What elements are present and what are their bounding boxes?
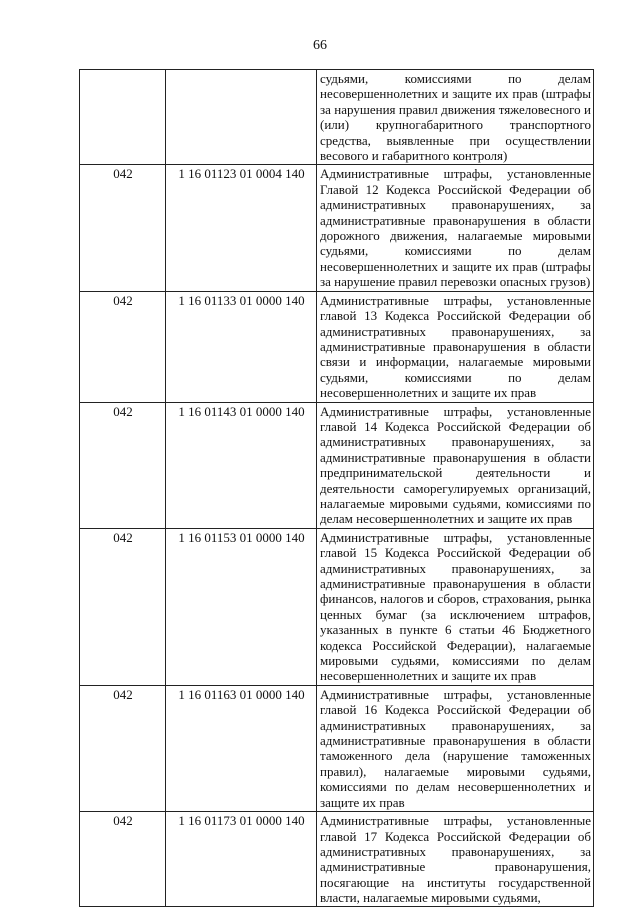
table-row [80, 685, 594, 811]
description-cell: Административные штрафы, установленные главой 16 Кодекса Российской Федерации об административных правонарушениях, за административные правонарушения в области таможенного дела (нарушение таможенных правил), налагаемые мировыми судьями, комиссиями по делам несовершеннолетних и защите их прав [317, 685, 594, 811]
budget-code-cell: 1 16 01143 01 0000 140 [166, 402, 317, 528]
budget-codes-table [79, 69, 594, 907]
page-number: 66 [313, 38, 327, 53]
admin-code-cell: 042 [80, 402, 166, 528]
budget-code-cell: 1 16 01133 01 0000 140 [166, 291, 317, 402]
admin-code-cell: 042 [80, 165, 166, 291]
description-cell: Административные штрафы, установленные главой 14 Кодекса Российской Федерации об административных правонарушениях, за административные правонарушения в области предпринимательской деятельности и деятельности саморегулируемых организаций, налагаемые мировыми судьями, комиссиями по делам несовершеннолетних и защите их прав [317, 402, 594, 528]
admin-code-cell: 042 [80, 685, 166, 811]
table-row [80, 291, 594, 402]
budget-code-cell [166, 70, 317, 165]
budget-code-cell: 1 16 01123 01 0004 140 [166, 165, 317, 291]
table-row [80, 528, 594, 685]
table-row [80, 165, 594, 291]
budget-code-cell: 1 16 01173 01 0000 140 [166, 812, 317, 906]
admin-code-cell [80, 70, 166, 165]
admin-code-cell: 042 [80, 291, 166, 402]
description-cell: судьями, комиссиями по делам несовершеннолетних и защите их прав (штрафы за нарушения правил движения тяжеловесного и (или) крупногабаритного транспортного средства, выявленные при осуществлении весового и габаритного контроля) [317, 70, 594, 165]
table-row [80, 70, 594, 165]
admin-code-cell: 042 [80, 528, 166, 685]
description-cell: Административные штрафы, установленные Главой 12 Кодекса Российской Федерации об административных правонарушениях, за административные правонарушения в области дорожного движения, налагаемые мировыми судьями, комиссиями по делам несовершеннолетних и защите их прав (штрафы за нарушение правил перевозки опасных грузов) [317, 165, 594, 291]
table-row [80, 812, 594, 906]
description-cell: Административные штрафы, установленные главой 15 Кодекса Российской Федерации об административных правонарушениях, за административные правонарушения в области финансов, налогов и сборов, страхования, рынка ценных бумаг (за исключением штрафов, указанных в пункте 6 статьи 46 Бюджетного кодекса Российской Федерации), налагаемые мировыми судьями, комиссиями по делам несовершеннолетних и защите их прав [317, 528, 594, 685]
table-row [80, 402, 594, 528]
description-cell: Административные штрафы, установленные главой 13 Кодекса Российской Федерации об административных правонарушениях, за административные правонарушения в области связи и информации, налагаемые мировыми судьями, комиссиями по делам несовершеннолетних и защите их прав [317, 291, 594, 402]
admin-code-cell: 042 [80, 812, 166, 906]
description-cell: Административные штрафы, установленные главой 17 Кодекса Российской Федерации об административных правонарушениях, за административные правонарушения, посягающие на институты государственной власти, налагаемые мировыми судьями, [317, 812, 594, 906]
budget-code-cell: 1 16 01163 01 0000 140 [166, 685, 317, 811]
budget-code-cell: 1 16 01153 01 0000 140 [166, 528, 317, 685]
